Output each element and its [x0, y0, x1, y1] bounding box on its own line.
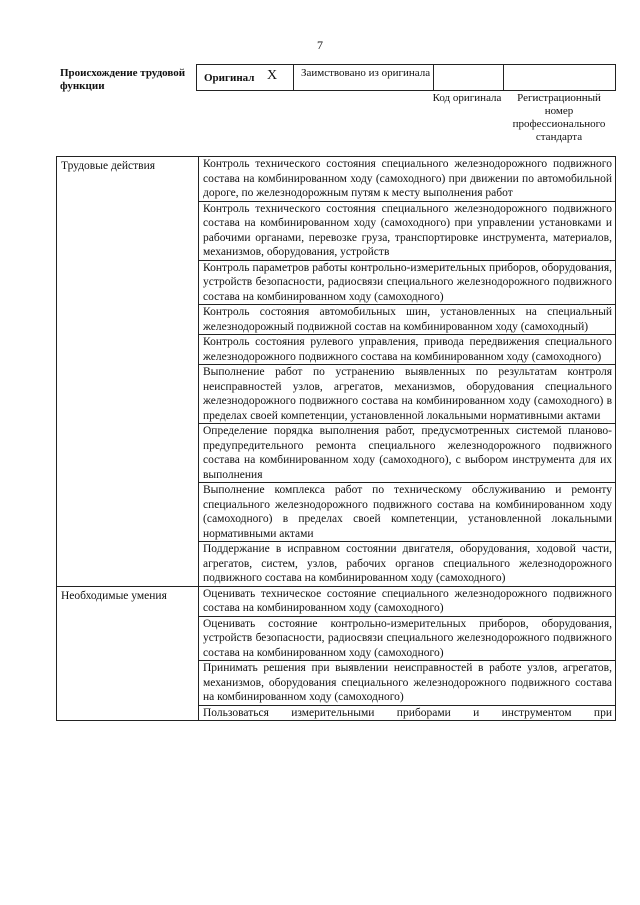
table-row	[57, 157, 616, 202]
action-item: Выполнение комплекса работ по техническому обслуживанию и ремонту специального железнодорожного подвижного состава на комбинированном ходу (самоходного) в пределах своей компетенции, установленной локальными нормативными актами	[199, 483, 616, 542]
skill-item: Оценивать техническое состояние специального железнодорожного подвижного состава на комбинированном ходу (самоходного)	[199, 586, 616, 616]
reg-number-caption: Регистрационный номер профессионального стандарта	[512, 92, 606, 143]
action-item: Выполнение работ по устранению выявленных по результатам контроля неисправностей узлов, агрегатов, механизмов, оборудования специального железнодорожного подвижного состава на комбинированном ходу (самоходного) в пределах своей компетенции, установленной локальными нормативными актами	[199, 365, 616, 424]
origin-divider	[293, 65, 294, 90]
reg-number-cell	[503, 65, 504, 90]
action-item: Контроль технического состояния специального железнодорожного подвижного состава на комбинированном ходу (самоходного) при движении по автомобильной дороге, по железнодорожным путям к месту выполнения работ	[199, 157, 616, 202]
original-label: Оригинал	[204, 72, 255, 84]
skill-item: Оценивать состояние контрольно-измерительных приборов, оборудования, устройств безопасности, радиосвязи специального железнодорожного подвижного состава на комбинированном ходу (самоходного)	[199, 616, 616, 661]
original-mark: X	[267, 68, 278, 83]
labor-function-table	[56, 156, 616, 721]
page-number: 7	[317, 38, 323, 52]
skill-item: Пользоваться измерительными приборами и инструментом при	[199, 705, 616, 721]
action-item: Определение порядка выполнения работ, предусмотренных системой планово-предупредительного ремонта специального железнодорожного подвижного состава на комбинированном ходу (самоходного), с выбором инструмента для их выполнения	[199, 424, 616, 483]
action-item: Контроль состояния автомобильных шин, установленных на специальный железнодорожный подвижной состав на комбинированном ходу (самоходный)	[199, 305, 616, 335]
section-label-actions: Трудовые действия	[57, 157, 199, 587]
code-cell	[433, 65, 434, 90]
table-row	[57, 586, 616, 616]
action-item: Контроль состояния рулевого управления, привода передвижения специального железнодорожного подвижного состава на комбинированном ходу (самоходного)	[199, 335, 616, 365]
action-item: Поддержание в исправном состоянии двигателя, оборудования, ходовой части, агрегатов, систем, узлов, рабочих органов специального железнодорожного подвижного состава на комбинированном ходу (самоходного)	[199, 542, 616, 587]
action-item: Контроль параметров работы контрольно-измерительных приборов, оборудования, устройств безопасности, радиосвязи специального железнодорожного подвижного состава на комбинированном ходу (самоходного)	[199, 260, 616, 305]
origin-table	[196, 64, 616, 91]
action-item: Контроль технического состояния специального железнодорожного подвижного состава на комбинированном ходу (самоходного) при управлении установками и рабочими органами, перевозке груза, транспортировке инструмента, материалов, механизмов, оборудования, устройств	[199, 201, 616, 260]
code-caption: Код оригинала	[432, 92, 502, 104]
borrowed-label: Заимствовано из оригинала	[301, 67, 431, 79]
skill-item: Принимать решения при выявлении неисправностей в работе узлов, агрегатов, механизмов, оборудования специального железнодорожного подвижного состава на комбинированном ходу (самоходного)	[199, 661, 616, 706]
section-label-skills: Необходимые умения	[57, 586, 199, 721]
origin-label: Происхождение трудовой функции	[60, 67, 186, 92]
